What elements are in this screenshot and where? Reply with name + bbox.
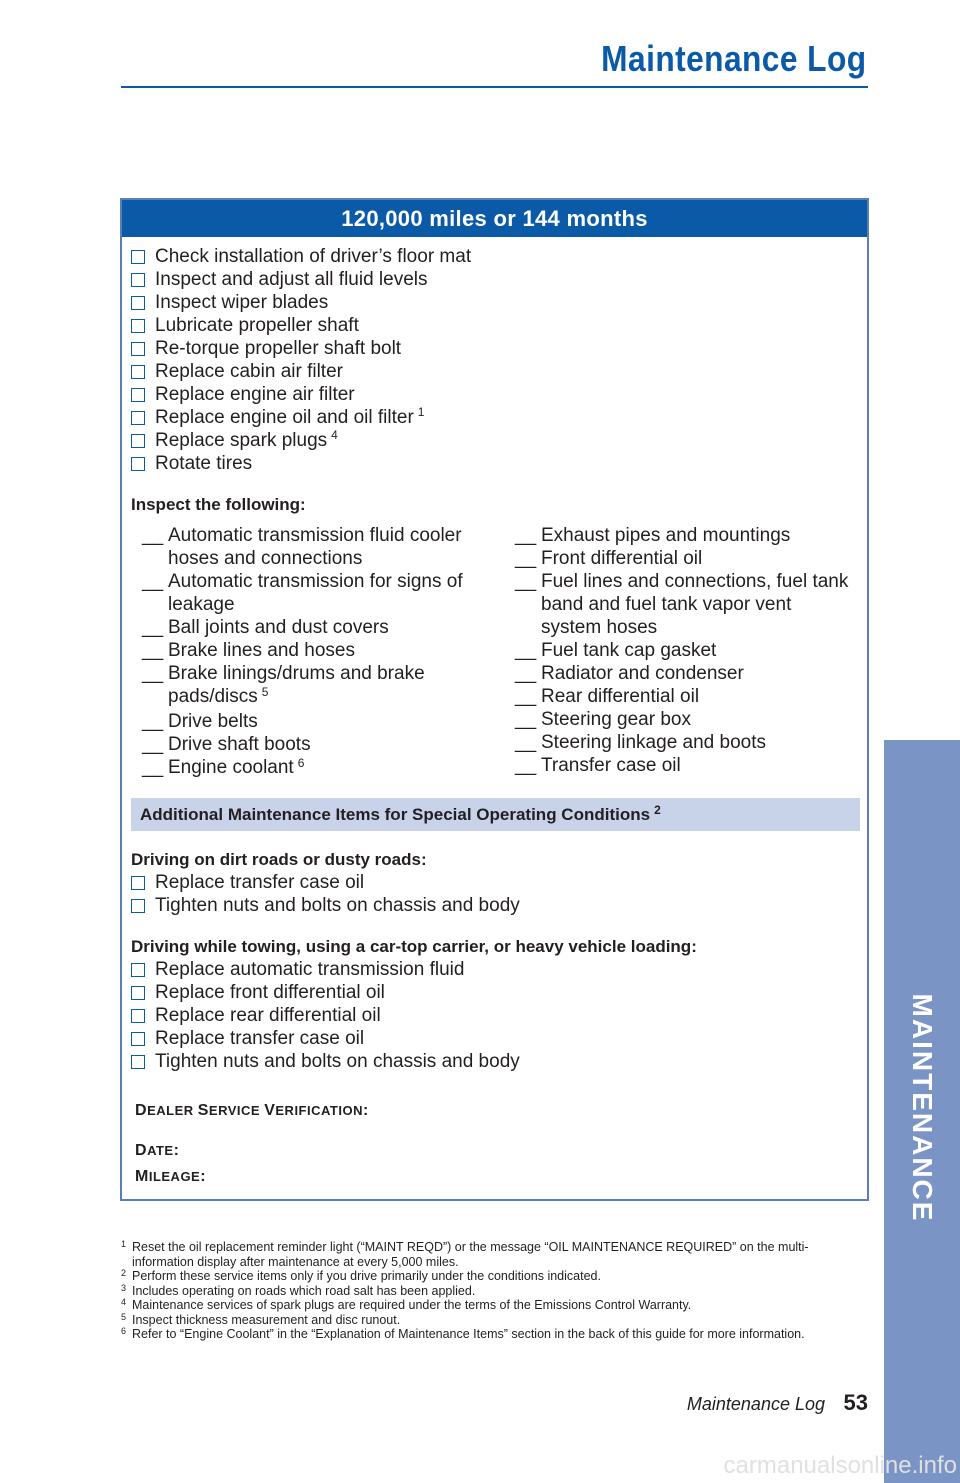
dash: __ [142, 525, 164, 546]
checklist-item[interactable] [131, 1050, 520, 1073]
checklist-item-text: Replace automatic transmission fluid [155, 958, 465, 980]
checklist-item[interactable] [131, 894, 520, 917]
checklist-item[interactable] [131, 429, 471, 452]
inspect-item [142, 756, 472, 781]
additional-heading-text: Additional Maintenance Items for Special Operating Conditions [140, 805, 651, 824]
smallcap-rest: ATE [147, 1143, 174, 1158]
dash: __ [142, 663, 164, 684]
smallcap-initial: D [135, 1102, 148, 1119]
checkbox[interactable] [131, 457, 145, 471]
checklist-item[interactable] [131, 871, 520, 894]
inspect-item [142, 639, 472, 662]
inspect-item-text: Radiator and condenser [541, 663, 744, 684]
checkbox[interactable] [131, 1009, 145, 1023]
watermark: carmanualsonline.info [723, 1452, 957, 1479]
inspect-item [515, 547, 855, 570]
additional-maintenance-band [131, 798, 860, 831]
inspect-item [515, 639, 855, 662]
inspect-item [515, 685, 855, 708]
smallcap-initial: V [264, 1102, 276, 1119]
checkbox[interactable] [131, 963, 145, 977]
inspect-item-text: Rear differential oil [541, 686, 700, 707]
checklist-item-text: Replace engine air filter [155, 383, 355, 405]
checklist-item-text: Replace spark plugs [155, 429, 328, 451]
inspect-item-text: Steering gear box [541, 709, 691, 730]
dash: __ [515, 686, 537, 707]
inspect-item-text: Automatic transmission for signs of leakage [168, 571, 463, 615]
date-label [135, 1142, 179, 1160]
checklist-item-text: Inspect wiper blades [155, 291, 329, 313]
inspect-item [515, 662, 855, 685]
dash: __ [515, 755, 537, 776]
checklist-item[interactable] [131, 1004, 520, 1027]
dash: __ [142, 757, 164, 778]
inspect-item-text: Brake lines and hoses [168, 640, 355, 661]
footnote-text: Refer to “Engine Coolant” in the “Explanation of Maintenance Items” section in the back of this guide for more information. [132, 1327, 805, 1341]
checklist-item-text: Check installation of driver’s floor mat [155, 245, 472, 267]
inspect-item-text: Steering linkage and boots [541, 732, 766, 753]
colon: : [173, 1142, 180, 1159]
footnote-number: 5 [121, 1311, 127, 1322]
inspect-item-text: Drive belts [168, 711, 258, 732]
checklist-item[interactable] [131, 452, 471, 475]
checklist-item-text: Replace transfer case oil [155, 1027, 365, 1049]
checklist-item-text: Replace transfer case oil [155, 871, 365, 893]
checkbox[interactable] [131, 388, 145, 402]
footnote-number: 6 [121, 1326, 127, 1336]
inspect-item-text: Ball joints and dust covers [168, 617, 389, 638]
checklist-item[interactable] [131, 268, 471, 291]
inspect-item [142, 710, 472, 733]
checkbox[interactable] [131, 899, 145, 913]
footnote-number: 3 [121, 1282, 127, 1293]
inspect-item [142, 570, 472, 616]
inspect-item [142, 616, 472, 639]
dash: __ [515, 732, 537, 753]
inspect-list-left [142, 524, 472, 781]
dash: __ [142, 640, 164, 661]
towing-heading: Driving while towing, using a car-top carrier, or heavy vehicle loading: [131, 937, 697, 956]
maintenance-card [120, 198, 869, 1201]
checklist-item-text: Replace cabin air filter [155, 360, 343, 382]
checklist-item[interactable] [131, 981, 520, 1004]
checkbox[interactable] [131, 342, 145, 356]
colon: : [362, 1102, 369, 1119]
inspect-list-right [515, 524, 855, 777]
checkbox[interactable] [131, 296, 145, 310]
checklist-item[interactable] [131, 337, 471, 360]
checklist-item[interactable] [131, 406, 471, 429]
page-title: Maintenance Log [601, 38, 867, 79]
footnote-ref: 1 [417, 404, 425, 419]
footnote [121, 1269, 866, 1284]
checklist-item-text: Tighten nuts and bolts on chassis and body [155, 1050, 520, 1072]
footnote-ref: 6 [297, 756, 305, 770]
inspect-item [515, 731, 855, 754]
inspect-item-text: Brake linings/drums and brake pads/discs [168, 663, 425, 707]
footnote [121, 1313, 866, 1328]
title-divider [121, 86, 868, 88]
inspect-item-text: Engine coolant [168, 757, 294, 778]
checklist-item-text: Inspect and adjust all fluid levels [155, 268, 428, 290]
dealer-service-verification-label [135, 1102, 369, 1120]
inspect-heading: Inspect the following: [131, 495, 306, 514]
checkbox[interactable] [131, 1055, 145, 1069]
inspect-item-text: Drive shaft boots [168, 734, 311, 755]
checklist-item[interactable] [131, 245, 471, 268]
smallcap-rest: ILEAGE [148, 1169, 201, 1184]
footnote-number: 4 [121, 1297, 127, 1307]
checkbox[interactable] [131, 1032, 145, 1046]
checkbox[interactable] [131, 434, 145, 448]
dash: __ [142, 711, 164, 732]
footnote-text: Includes operating on roads which road salt has been applied. [132, 1283, 476, 1298]
checklist-item[interactable] [131, 314, 471, 337]
checkbox[interactable] [131, 250, 145, 264]
smallcap-initial: M [135, 1168, 149, 1185]
footnotes [121, 1240, 866, 1342]
checklist-item-text: Replace front differential oil [155, 981, 385, 1003]
smallcap-initial: D [135, 1142, 148, 1159]
side-tab-label: MAINTENANCE [907, 993, 938, 1223]
checklist-item[interactable] [131, 1027, 520, 1050]
footnote-number: 1 [121, 1239, 127, 1249]
checkbox[interactable] [131, 986, 145, 1000]
dash: __ [142, 617, 164, 638]
checklist-item-text: Re-torque propeller shaft bolt [155, 337, 402, 359]
checklist-item[interactable] [131, 383, 471, 406]
page-number: 53 [843, 1390, 868, 1415]
inspect-item [142, 524, 472, 570]
inspect-item-text: Fuel lines and connections, fuel tank band and fuel tank vapor vent system hoses [541, 571, 849, 638]
footnote-text: Reset the oil replacement reminder light (“MAINT REQD”) or the message “OIL MAINTENANCE REQUIRED” on the multi-information display after maintenance at every 5,000 miles. [132, 1240, 809, 1269]
inspect-item-text: Automatic transmission fluid cooler hoses and connections [168, 525, 462, 569]
smallcap-rest: ERIFICATION [275, 1103, 363, 1118]
dirt-roads-heading: Driving on dirt roads or dusty roads: [131, 850, 427, 869]
checklist-item[interactable] [131, 291, 471, 314]
dash: __ [142, 734, 164, 755]
footnote [121, 1327, 866, 1342]
inspect-item [142, 662, 472, 710]
inspect-item-text: Front differential oil [541, 548, 703, 569]
checklist-item-text: Rotate tires [155, 452, 253, 474]
dash: __ [515, 525, 537, 546]
dash: __ [515, 663, 537, 684]
checkbox[interactable] [131, 411, 145, 425]
dash: __ [515, 640, 537, 661]
inspect-item [515, 708, 855, 731]
footnote-ref: 4 [331, 427, 338, 442]
checklist-item[interactable] [131, 958, 520, 981]
footnote [121, 1284, 866, 1299]
checkbox[interactable] [131, 876, 145, 890]
footnote-text: Inspect thickness measurement and disc runout. [132, 1312, 401, 1327]
inspect-item [515, 570, 855, 639]
footnote-text: Maintenance services of spark plugs are required under the terms of the Emissions Control Warranty. [132, 1298, 692, 1312]
dash: __ [515, 709, 537, 730]
dash: __ [515, 571, 537, 592]
footnote [121, 1298, 866, 1313]
footnote-text: Perform these service items only if you drive primarily under the conditions indicated. [132, 1269, 601, 1283]
inspect-item-text: Fuel tank cap gasket [541, 640, 717, 661]
inspect-item-text: Exhaust pipes and mountings [541, 525, 791, 546]
inspect-item-text: Transfer case oil [541, 755, 681, 776]
dirt-roads-checklist [131, 871, 520, 917]
inspect-item [515, 754, 855, 777]
footnote-number: 2 [121, 1268, 127, 1278]
service-checklist [131, 245, 471, 475]
footnote-ref: 2 [654, 803, 661, 817]
checkbox[interactable] [131, 273, 145, 287]
inspect-item [515, 524, 855, 547]
smallcap-initial: S [197, 1102, 209, 1119]
additional-maintenance-heading [140, 805, 661, 825]
checkbox[interactable] [131, 365, 145, 379]
checklist-item-text: Replace engine oil and oil filter [155, 406, 414, 428]
checklist-item-text: Lubricate propeller shaft [155, 314, 359, 336]
card-title: 120,000 miles or 144 months [122, 200, 867, 237]
checklist-item-text: Replace rear differential oil [155, 1004, 381, 1026]
dash: __ [515, 548, 537, 569]
footnote [121, 1240, 866, 1269]
towing-checklist [131, 958, 520, 1073]
checklist-item-text: Tighten nuts and bolts on chassis and body [155, 894, 520, 916]
smallcap-rest: ERVICE [208, 1103, 261, 1118]
checklist-item[interactable] [131, 360, 471, 383]
mileage-label [135, 1168, 206, 1186]
inspect-item [142, 733, 472, 756]
smallcap-rest: EALER [147, 1103, 194, 1118]
footer-section-label: Maintenance Log [686, 1394, 825, 1414]
colon: : [200, 1168, 207, 1185]
dash: __ [142, 571, 164, 592]
checkbox[interactable] [131, 319, 145, 333]
footnote-ref: 5 [261, 685, 269, 699]
